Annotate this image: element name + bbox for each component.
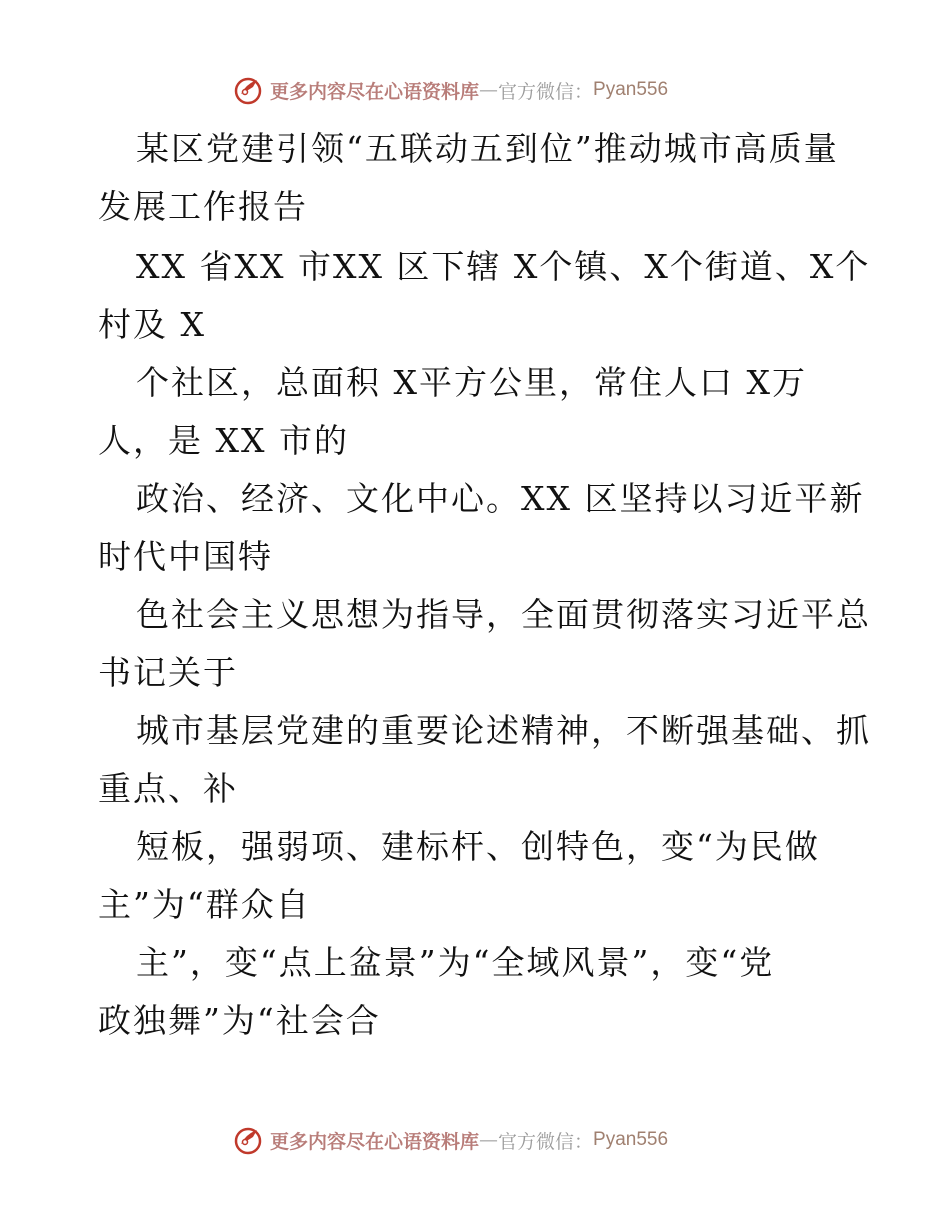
text-line: 人，是 XX 市的: [98, 421, 349, 460]
text-line: 发展工作报告: [98, 187, 308, 226]
banner-separator: —: [479, 79, 499, 101]
banner-site-text: 更多内容尽在心语资料库: [270, 1130, 480, 1153]
banner-separator: —: [479, 1129, 499, 1151]
text-line: 色社会主义思想为指导，全面贯彻落实习近平总: [136, 595, 871, 634]
banner-wechat-id: Pyan556: [593, 1129, 669, 1150]
banner-wechat-label: 官方微信：: [498, 1130, 594, 1153]
footer-banner: [232, 1122, 732, 1158]
text-line: 重点、补: [98, 769, 238, 808]
text-line: 政治、经济、文化中心。XX 区坚持以习近平新: [136, 479, 865, 518]
header-banner: [232, 72, 732, 108]
text-line: 某区党建引领“五联动五到位”推动城市高质量: [136, 129, 839, 168]
text-line: XX 省XX 市XX 区下辖 X个镇、X个街道、X个: [136, 247, 871, 286]
text-line: 主”为“群众自: [98, 885, 311, 924]
pen-logo-icon: [232, 74, 264, 106]
banner-wechat-id: Pyan556: [593, 79, 669, 100]
text-line: 主”，变“点上盆景”为“全域风景”，变“党: [136, 943, 775, 982]
pen-logo-icon: [232, 1124, 264, 1156]
text-line: 书记关于: [98, 653, 238, 692]
text-line: 村及 X: [98, 305, 206, 344]
text-line: 个社区，总面积 X平方公里，常住人口 X万: [136, 363, 807, 402]
text-line: 短板，强弱项、建标杆、创特色，变“为民做: [136, 827, 820, 866]
text-line: 政独舞”为“社会合: [98, 1001, 381, 1040]
banner-site-text: 更多内容尽在心语资料库: [270, 80, 480, 103]
banner-wechat-label: 官方微信：: [498, 80, 594, 103]
text-line: 城市基层党建的重要论述精神，不断强基础、抓: [136, 711, 871, 750]
text-line: 时代中国特: [98, 537, 273, 576]
